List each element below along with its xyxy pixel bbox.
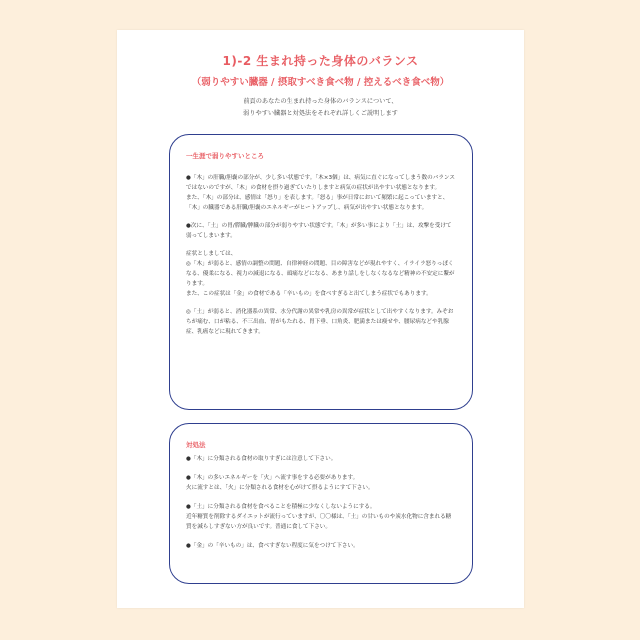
weak-points-body xyxy=(186,173,456,345)
intro-line: 弱りやすい臓器と対処法をそれぞれ詳しくご説明します xyxy=(243,110,398,117)
weak-points-box xyxy=(169,134,473,410)
weak-paragraph: 症状としましては、 ◎「木」が弱ると、感情の調整の問題、自律神経の問題、目の障害などが現れやすく、イライラ怒りっぽくなる、優柔になる、視力の減退になる、頭痛などになる、あまり話しをしなくなるなど精神の不安定に繋がります。 また、この症状は「金」の食材である「辛いもの」を食べすぎると出てしまう症状でもあります。 xyxy=(186,251,455,297)
page-subtitle: （弱りやすい臓器 / 摂取すべき食べ物 / 控えるべき食べ物） xyxy=(191,77,450,88)
remedy-body xyxy=(186,454,456,560)
remedy-paragraph: ●「木」の多いエネルギーを「火」へ流す事をする必要があります。 火に流すとは、「火」に分類される食材を心がけて摂るようにすて下さい。 xyxy=(186,475,374,491)
intro-text xyxy=(117,96,524,120)
remedy-heading: 対処法 xyxy=(186,441,206,449)
remedy-paragraph: ●「土」に分類される食材を食べることを積極に少なくしないようにする。 近年糖質を削除するダイエットが流行っていますが、〇〇様は、「土」の甘いものや炭水化物に含まれる糖質を減らしすぎない方が良いです。普通に食して下さい。 xyxy=(186,504,452,530)
weak-paragraph: ◎「土」が弱ると、消化器系の異常、水分代謝の異常や乳房の異常が症状として出やすくなります。みぞおちが痛む、口が粘る、不三出血、胃がもたれる、胃下垂、口角炎、肥満または痩せや、腰尿病などや乳腺症、乳癌などに現れてきます。 xyxy=(186,309,454,335)
intro-line: 前貢のあなたの生まれ持った身体のバランスについて、 xyxy=(243,98,398,105)
document-page xyxy=(117,30,524,608)
page-title: 1)-2 生まれ持った身体のバランス xyxy=(222,54,419,68)
weak-paragraph: ●「木」の肝臓/胆嚢の部分が、少し多い状態です。「木×3個」は、病気に直ぐになってしまう数のバランスではないのですが、「木」の食材を摂り過ぎていたりしますと病気の症状が出やすい状態となります。 また、「木」の部分は、感情は「怒り」を表します。「怒る」事が日常において頻繁に起こっていますと、「木」の臓器である肝臓/胆嚢のエネルギーがヒートアップし、病気が出やすい状態となります。 xyxy=(186,175,455,211)
remedy-box xyxy=(169,423,473,584)
weak-paragraph: ●次に、「土」の胃/膵臓/脾臓の部分が弱りやすい状態です。「木」が多い事により「土」は、攻撃を受けて弱ってしまいます。 xyxy=(186,223,452,239)
weak-points-heading: 一生涯で弱りやすいところ xyxy=(186,152,264,160)
remedy-paragraph: ●「木」に分類される食材の取りすぎには注意して下さい。 xyxy=(186,456,337,462)
remedy-paragraph: ●「金」の「辛いもの」は、食べすぎない程度に気をつけて下さい。 xyxy=(186,543,359,549)
